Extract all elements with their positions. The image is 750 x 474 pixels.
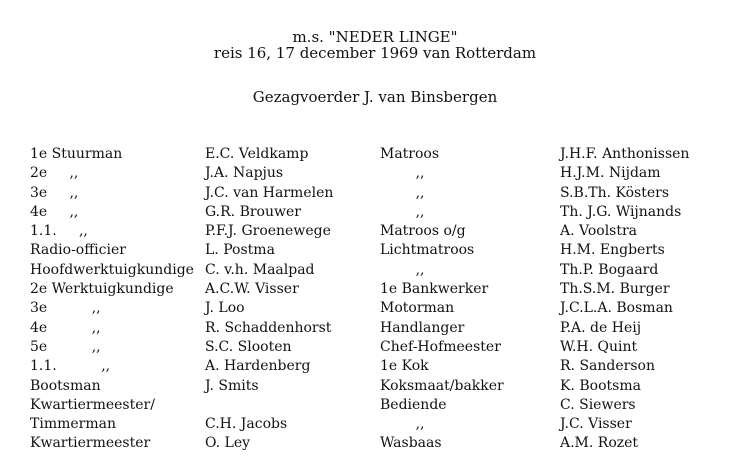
ship-name: m.s. "NEDER LINGE"	[292, 28, 458, 46]
crew-role: Motorman	[380, 300, 455, 317]
crew-name: C.H. Jacobs	[205, 416, 288, 433]
crew-name: C. Siewers	[560, 396, 636, 413]
crew-name: A.C.W. Visser	[205, 281, 299, 298]
crew-role: ,,	[380, 203, 425, 220]
crew-role: 3e ,,	[30, 300, 101, 317]
crew-name: A. Voolstra	[560, 223, 638, 240]
crew-name: A.M. Rozet	[560, 435, 639, 452]
crew-name: R. Sanderson	[560, 358, 655, 375]
crew-role: 4e ,,	[30, 319, 101, 336]
left-roles-column	[30, 145, 194, 454]
crew-name: J.A. Napjus	[205, 165, 284, 182]
crew-role: Matroos	[380, 146, 440, 162]
crew-role: Bediende	[380, 396, 447, 413]
crew-role: ,,	[380, 165, 425, 182]
crew-role: 1.1. ,,	[30, 358, 111, 375]
crew-name: Th. J.G. Wijnands	[560, 203, 682, 220]
crew-name: P.A. de Heij	[560, 319, 642, 336]
crew-name: J.C. van Harmelen	[205, 184, 334, 201]
crew-role: 1e Kok	[380, 358, 429, 375]
crew-name: S.B.Th. Kösters	[560, 184, 670, 201]
crew-role: Hoofdwerktuigkundige	[30, 261, 194, 278]
crew-name: P.F.J. Groenewege	[205, 223, 331, 240]
right-names-column	[560, 145, 689, 454]
right-roles-column	[380, 145, 504, 454]
left-names-column	[205, 145, 333, 454]
crew-name	[205, 396, 333, 415]
crew-name: H.J.M. Nijdam	[560, 165, 661, 182]
crew-name: J. Loo	[205, 300, 245, 317]
crew-name: W.H. Quint	[560, 338, 638, 355]
crew-name: J.C.L.A. Bosman	[560, 300, 673, 317]
crew-name: C. v.h. Maalpad	[205, 261, 315, 278]
crew-role: 5e ,,	[30, 338, 101, 355]
crew-role: Chef-Hofmeester	[380, 338, 501, 355]
crew-role: Timmerman	[30, 416, 116, 433]
crew-role: 1e Stuurman	[30, 146, 123, 162]
crew-role: Kwartiermeester	[30, 435, 151, 452]
crew-role: ,,	[380, 184, 425, 201]
crew-role: ,,	[380, 261, 425, 278]
crew-name: H.M. Engberts	[560, 242, 665, 259]
crew-name: O. Ley	[205, 435, 251, 452]
crew-role: Koksmaat/bakker	[380, 377, 504, 394]
voyage-info: reis 16, 17 december 1969 van Rotterdam	[213, 44, 537, 62]
crew-role: 1e Bankwerker	[380, 281, 489, 298]
crew-name: A. Hardenberg	[205, 358, 311, 375]
crew-role: 2e Werktuigkundige	[30, 281, 174, 298]
crew-role: ,,	[380, 416, 425, 433]
crew-role: Bootsman	[30, 377, 101, 394]
crew-name: S.C. Slooten	[205, 338, 292, 355]
crew-name: Th.P. Bogaard	[560, 261, 659, 278]
crew-name: R. Schaddenhorst	[205, 319, 332, 336]
crew-role: Handlanger	[380, 319, 465, 336]
crew-role: Wasbaas	[380, 435, 442, 452]
crew-name: L. Postma	[205, 242, 275, 259]
crew-name: J.C. Visser	[560, 416, 632, 433]
crew-role: Radio-officier	[30, 242, 126, 259]
crew-role: 4e ,,	[30, 203, 79, 220]
crew-name: K. Bootsma	[560, 377, 641, 394]
crew-name: Th.S.M. Burger	[560, 281, 670, 298]
crew-role: Lichtmatroos	[380, 242, 475, 259]
captain-line: Gezagvoerder J. van Binsbergen	[252, 88, 498, 106]
crew-role: 2e ,,	[30, 165, 79, 182]
crew-role: Kwartiermeester/	[30, 396, 155, 413]
crew-role: Matroos o/g	[380, 223, 466, 240]
crew-role: 3e ,,	[30, 184, 79, 201]
crew-name: G.R. Brouwer	[205, 203, 301, 220]
crew-name: E.C. Veldkamp	[205, 146, 309, 162]
crew-role: 1.1. ,,	[30, 223, 88, 240]
crew-name: J. Smits	[205, 377, 259, 394]
crew-name: J.H.F. Anthonissen	[560, 146, 690, 162]
